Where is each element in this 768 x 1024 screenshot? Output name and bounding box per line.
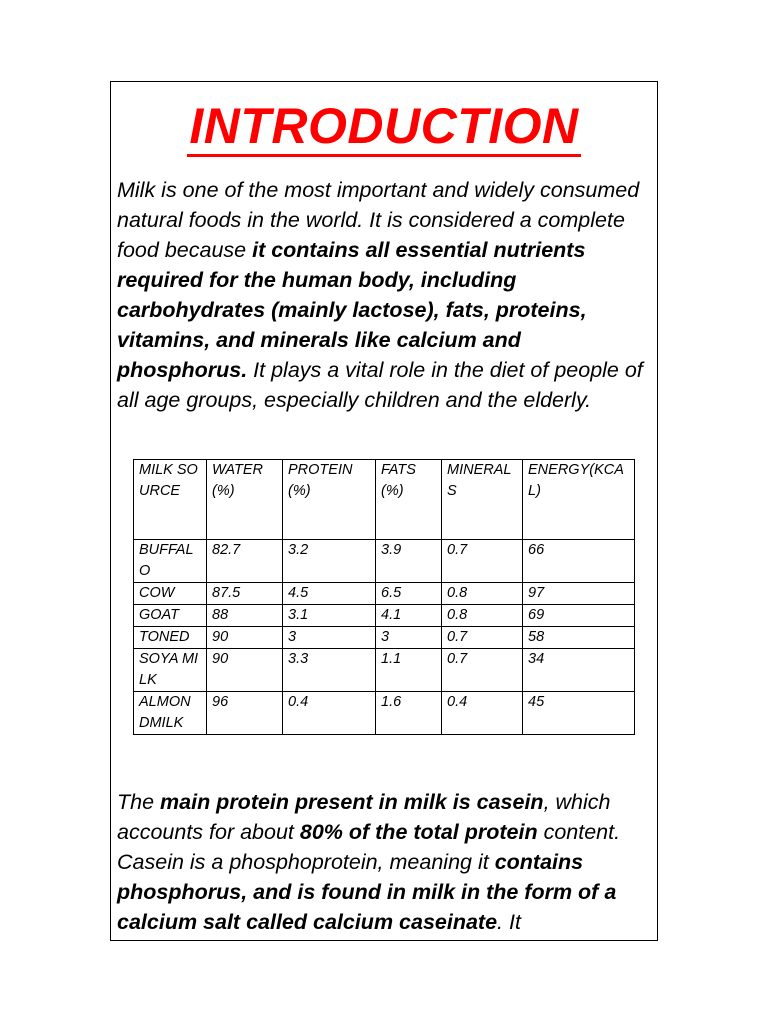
table-row xyxy=(134,583,635,605)
table-cell: BUFFALO xyxy=(134,540,207,583)
table-cell: ALMONDMILK xyxy=(134,692,207,735)
table-cell: 97 xyxy=(523,583,635,605)
document-page xyxy=(110,81,658,941)
table-cell: 58 xyxy=(523,627,635,649)
intro-paragraph: Milk is one of the most important and widely consumed natural foods in the world. It is considered a complete food because it contains all essential nutrients required for the human body, including carbohydrates (mainly lactose), fats, proteins, vitamins, and minerals like calcium and phosphorus. It plays a vital role in the diet of people of all age groups, especially children and the elderly. xyxy=(117,178,643,412)
table-cell: 87.5 xyxy=(207,583,283,605)
table-cell: 0.8 xyxy=(442,605,523,627)
column-header: ENERGY(KCAL) xyxy=(523,460,635,540)
table-cell: 6.5 xyxy=(376,583,442,605)
table-cell: 3 xyxy=(283,627,376,649)
column-header: WATER(%) xyxy=(207,460,283,540)
table-cell: 45 xyxy=(523,692,635,735)
table-cell: 90 xyxy=(207,627,283,649)
table-cell: 96 xyxy=(207,692,283,735)
table-cell: 0.4 xyxy=(283,692,376,735)
page-title: INTRODUCTION xyxy=(111,98,657,154)
table-header-row xyxy=(134,460,635,540)
table-cell: 0.7 xyxy=(442,540,523,583)
table-cell: 90 xyxy=(207,649,283,692)
column-header: FATS(%) xyxy=(376,460,442,540)
table-cell: SOYA MILK xyxy=(134,649,207,692)
table-cell: 3.2 xyxy=(283,540,376,583)
casein-paragraph: The main protein present in milk is casein, which accounts for about 80% of the total protein content. Casein is a phosphoprotein, meaning it contains phosphorus, and is found in milk in the form of a calcium salt called calcium caseinate. It xyxy=(117,790,621,934)
table-cell: 82.7 xyxy=(207,540,283,583)
table-cell: 4.1 xyxy=(376,605,442,627)
column-header: MINERALS xyxy=(442,460,523,540)
table-cell: 3.1 xyxy=(283,605,376,627)
table-cell: 66 xyxy=(523,540,635,583)
table-cell: 3.3 xyxy=(283,649,376,692)
table-row xyxy=(134,605,635,627)
table-cell: 1.6 xyxy=(376,692,442,735)
table-row xyxy=(134,692,635,735)
table-cell: 4.5 xyxy=(283,583,376,605)
table-cell: 69 xyxy=(523,605,635,627)
table-row xyxy=(134,649,635,692)
table-cell: 0.4 xyxy=(442,692,523,735)
table-row xyxy=(134,540,635,583)
table-row xyxy=(134,627,635,649)
table-cell: 0.7 xyxy=(442,649,523,692)
table-cell: GOAT xyxy=(134,605,207,627)
table-cell: 0.7 xyxy=(442,627,523,649)
milk-composition-table xyxy=(133,459,635,735)
table-cell: TONED xyxy=(134,627,207,649)
table-cell: 0.8 xyxy=(442,583,523,605)
table-cell: 34 xyxy=(523,649,635,692)
table-cell: 3.9 xyxy=(376,540,442,583)
table-cell: 3 xyxy=(376,627,442,649)
table-cell: 88 xyxy=(207,605,283,627)
table-cell: 1.1 xyxy=(376,649,442,692)
table-cell: COW xyxy=(134,583,207,605)
column-header: PROTEIN(%) xyxy=(283,460,376,540)
column-header: MILK SOURCE xyxy=(134,460,207,540)
